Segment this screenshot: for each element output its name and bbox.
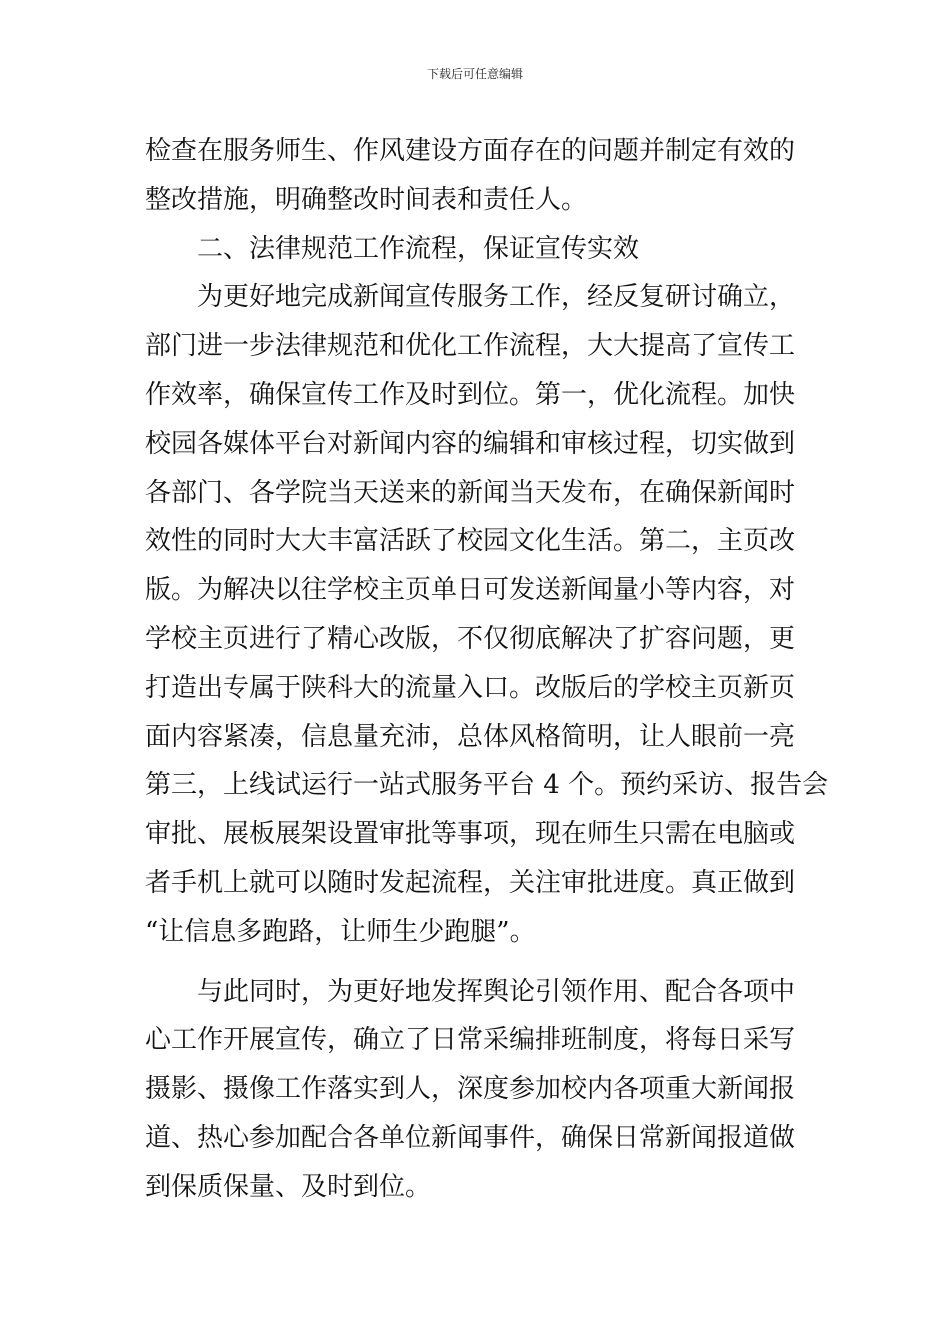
text-line: 第三，上线试运行一站式服务平台 4 个。预约采访、报告会 [145,770,829,801]
text-line: 校园各媒体平台对新闻内容的编辑和审核过程，切实做到 [145,428,796,459]
text-line: 部门进一步法律规范和优化工作流程，大大提高了宣传工 [145,331,796,362]
text-line: 者手机上就可以随时发起流程，关注审批进度。真正做到 [145,867,796,898]
paragraph-4 [145,968,810,1212]
paragraph-1 [145,127,810,225]
paragraph-gap [145,957,810,968]
text-line: 摄影、摄像工作落实到人，深度参加校内各项重大新闻报 [145,1074,796,1105]
text-line: 效性的同时大大丰富活跃了校园文化生活。第二，主页改 [145,526,796,557]
paragraph-3 [145,273,829,956]
document-body [145,127,829,1212]
text-line: 与此同时，为更好地发挥舆论引领作用、配合各项中 [197,976,796,1007]
text-line: 心工作开展宣传，确立了日常采编排班制度，将每日采写 [145,1025,796,1056]
text-line: 道、热心参加配合各单位新闻事件，确保日常新闻报道做 [145,1122,796,1153]
text-line: 检查在服务师生、作风建设方面存在的问题并制定有效的 [145,136,796,166]
text-line: “让信息多跑路，让师生少跑腿”。 [145,916,536,947]
text-line: 审批、展板展架设置审批等事项，现在师生只需在电脑或 [145,819,796,850]
text-line: 学校主页进行了精心改版，不仅彻底解决了扩容问题，更 [145,623,796,654]
text-line: 为更好地完成新闻宣传服务工作，经反复研讨确立， [197,282,796,313]
page-header: 下载后可任意编辑 [426,67,523,81]
text-line: 版。为解决以往学校主页单日可发送新闻量小等内容，对 [145,575,796,606]
text-line: 作效率，确保宣传工作及时到位。第一，优化流程。加快 [145,379,796,410]
text-line: 面内容紧凑，信息量充沛，总体风格简明，让人眼前一亮 [145,721,796,752]
text-line: 到保质保量、及时到位。 [145,1171,432,1202]
section-heading [145,225,810,274]
heading-line: 二、法律规范工作流程，保证宣传实效 [197,233,640,264]
text-line: 各部门、各学院当天送来的新闻当天发布，在确保新闻时 [145,477,796,508]
text-line: 整改措施，明确整改时间表和责任人。 [145,184,588,215]
text-line: 打造出专属于陕科大的流量入口。改版后的学校主页新页 [145,672,796,703]
